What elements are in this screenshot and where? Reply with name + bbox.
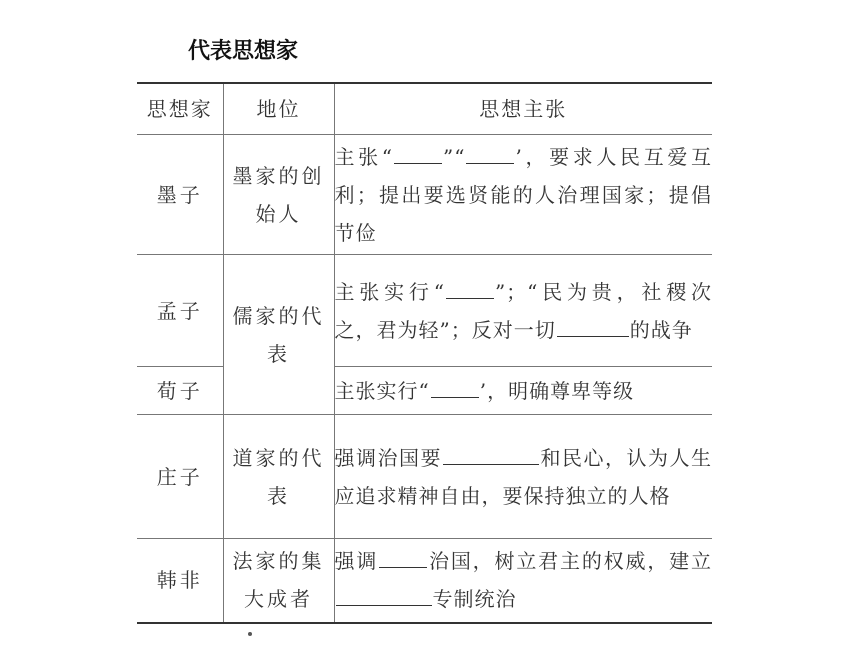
fill-in-blank[interactable]: [394, 141, 442, 164]
idea-text: 主张“: [334, 144, 394, 169]
table-row: [137, 255, 712, 367]
idea-text: 强调治国要: [334, 445, 442, 470]
thinker-position: 墨家的创始人: [223, 135, 334, 255]
fill-in-blank[interactable]: [443, 442, 539, 465]
idea-text: ”；“民为贵，社稷次之，君为轻”；反对一切: [334, 279, 712, 342]
thinker-name: 庄子: [137, 415, 223, 539]
thinker-position: 儒家的代表: [223, 255, 334, 415]
thinker-ideas: [334, 135, 712, 255]
table-row: [137, 135, 712, 255]
idea-text: 专制统治: [432, 587, 517, 612]
fill-in-blank[interactable]: [446, 276, 494, 299]
thinker-name: 韩非: [137, 539, 223, 623]
section-title: 代表思想家: [188, 39, 299, 64]
thinker-ideas: [334, 255, 712, 367]
thinker-ideas: [334, 367, 712, 415]
thinker-name: 荀子: [137, 367, 223, 415]
thinker-name: 孟子: [137, 255, 223, 367]
header-ideas: 思想主张: [334, 83, 712, 135]
table-row: [137, 415, 712, 539]
idea-text: 治国，树立君主的权威，建立: [428, 549, 713, 574]
idea-text: ’，要求人民互爱互利；提出要选贤能的人治理国家；提倡节俭: [334, 144, 712, 245]
idea-text: 主张实行“: [334, 279, 445, 304]
fill-in-blank[interactable]: [557, 314, 629, 337]
thinker-position: 道家的代表: [223, 415, 334, 539]
thinker-position: 法家的集大成者: [223, 539, 334, 623]
fill-in-blank[interactable]: [379, 545, 427, 568]
idea-text: 的战争: [629, 317, 693, 342]
fill-in-blank[interactable]: [431, 375, 479, 398]
thinkers-table: [137, 82, 712, 624]
fill-in-blank[interactable]: [466, 141, 514, 164]
header-thinker: 思想家: [137, 83, 223, 135]
header-row: [137, 83, 712, 135]
idea-text: 和民心，认为人生应追求精神自由，要保持独立的人格: [334, 445, 712, 508]
thinker-name: 墨子: [137, 135, 223, 255]
table-row: [137, 539, 712, 623]
header-position: 地位: [223, 83, 334, 135]
thinker-ideas: [334, 539, 712, 623]
idea-text: 主张实行“: [334, 378, 430, 403]
idea-text: ”“: [443, 144, 466, 169]
idea-text: ’，明确尊卑等级: [479, 378, 635, 403]
fill-in-blank[interactable]: [336, 583, 432, 606]
thinker-ideas: [334, 415, 712, 539]
stray-mark: [248, 632, 252, 636]
idea-text: 强调: [334, 549, 379, 574]
